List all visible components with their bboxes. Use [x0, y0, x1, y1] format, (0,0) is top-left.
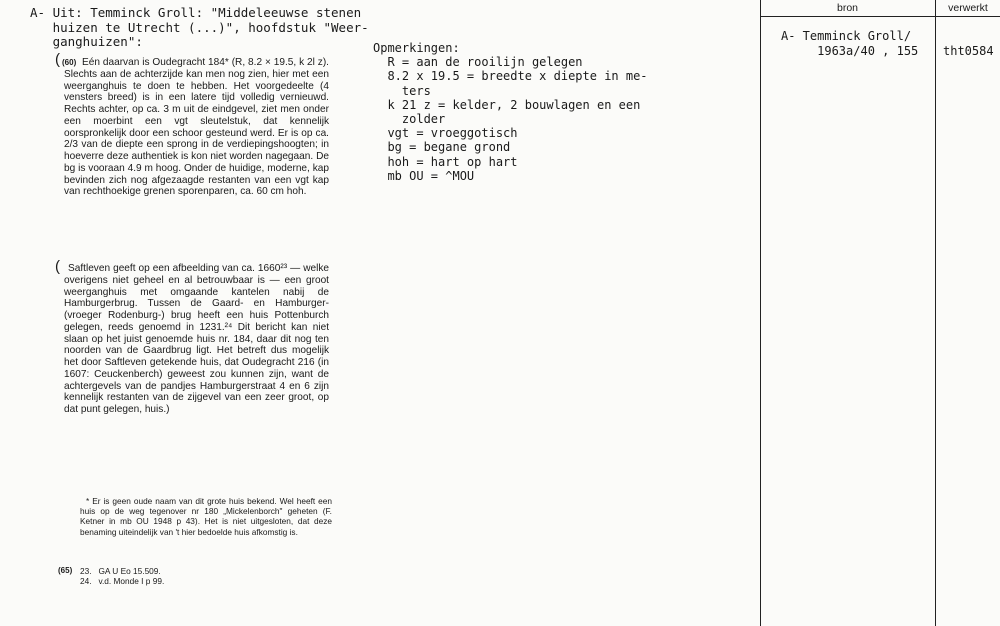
remarks-line: mb OU = ^MOU: [373, 168, 475, 183]
processed-column-header: verwerkt: [948, 2, 988, 14]
remarks-line: bg = begane grond: [373, 140, 511, 155]
footnote-star: * Er is geen oude naam van dit grote huis bekend. Wel heeft een huis op de weg tegenover nr 180 „Mickelenborch" geheten (F. Ketner in mb OU 1948 p 43). Het is niet uitgesloten, dat deze benaming uiteindelijk van 't hier bedoelde huis afkomstig is.: [80, 496, 332, 537]
source-entry: [781, 29, 918, 58]
remarks-line: vgt = vroeggotisch: [373, 126, 518, 141]
remarks-block: [373, 41, 648, 183]
column-divider: [760, 0, 761, 626]
paragraph-marker: (60): [62, 58, 77, 67]
remarks-line: hoh = hart op hart: [373, 154, 518, 169]
paragraph-2: Saftleven geeft op een afbeelding van ca. 1660²³ — welke overigens niet geheel en al betrouwbaar is — een groot weerganghuis met omgaande kantelen nabij de Hamburgerbrug. Tussen de Gaard- en Hamburger- (vroeger Rodenburg-) brug heeft een huis Pottenburch gelegen, reeds genoemd in 1231.²⁴ Dit bericht kan niet slaan op het juist genoemde huis nr. 184, daar dit nog ten noorden van de Gaardbrug ligt. Het betreft dus mogelijk het door Saftleven getekende huis, dat Oudegracht 216 (in 1607: Ceuckenberch) geweest zou kunnen zijn, want de achtergevels van de pandjes Hamburgerstraat 4 en 6 zijn kennelijk restanten van de zijgevel van een zeer groot, op dat punt gelegen, huis.): [64, 263, 329, 415]
processed-code: tht0584: [943, 44, 994, 58]
heading-line: A- Uit: Temminck Groll: "Middeleeuwse stenen: [30, 5, 362, 20]
paragraph-1: Eén daarvan is Oudegracht 184* (R, 8.2 × 19.5, k 2l z). Slechts aan de achterzijde kan men nog zien, hier met een weerganghuis te doen te hebben. Het voorgedeelte (4 vensters breed) is in een latere tijd volledig vernieuwd. Rechts achter, op ca. 3 m uit de eindgevel, ziet men onder een moerbint een vgt sleutelstuk, dat kennelijk oorspronkelijk door een schoor gesteund werd. Er is op ca. 2/3 van de diepte een sprong in de verdiepingshoogten; in hoeverre deze authentiek is kon niet worden nagegaan. De bg is vooraan 4.9 m hoog. Onder de huidige, moderne, kap bevinden zich nog afgezaagde restanten van een vgt kap van rechthoekige grenen sporenparen, ca. 60 cm hoh.: [64, 57, 329, 198]
remarks-line: R = aan de rooilijn gelegen: [373, 55, 583, 70]
source-column-header: bron: [836, 2, 858, 14]
note-item: 24. v.d. Monde I p 99.: [80, 576, 165, 587]
heading-line: huizen te Utrecht (...)", hoofdstuk "Weer-: [30, 19, 369, 35]
note-item: 23. GA U Eo 15.509.: [80, 566, 161, 576]
header-rule: [760, 16, 1000, 17]
document-heading: [30, 6, 369, 50]
remarks-title: Opmerkingen:: [373, 41, 460, 55]
remarks-line: zolder: [373, 112, 446, 127]
remarks-line: 8.2 x 19.5 = breedte x diepte in me-: [373, 69, 648, 84]
remarks-line: k 21 z = kelder, 2 bouwlagen en een: [373, 97, 641, 112]
bracket-mark: (: [55, 51, 60, 68]
heading-line: ganghuizen":: [30, 34, 143, 50]
bracket-mark: (: [55, 258, 60, 275]
source-line: 1963a/40 , 155: [781, 43, 919, 58]
remarks-line: ters: [373, 83, 431, 98]
notes-marker: (65): [58, 566, 73, 575]
column-divider: [935, 0, 936, 626]
notes-list: [80, 566, 164, 586]
source-line: A- Temminck Groll/: [781, 29, 912, 43]
